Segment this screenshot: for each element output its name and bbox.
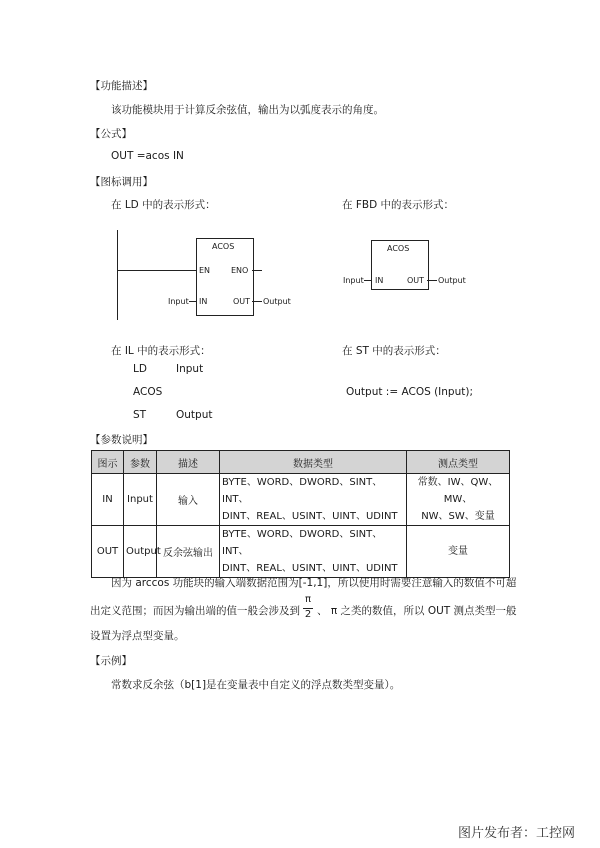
ld-en-pin: EN (199, 266, 211, 275)
fbd-input-label: Input (343, 276, 364, 285)
ld-block-title: ACOS (212, 242, 235, 251)
table-header-row (92, 451, 510, 474)
il-arg-1: Input (176, 363, 204, 375)
types-line: BYTE、WORD、DWORD、SINT、INT、 (222, 529, 383, 557)
ld-out-pin: OUT (233, 297, 251, 306)
example-heading: 【示例】 (90, 655, 132, 667)
types-line: BYTE、WORD、DWORD、SINT、INT、 (222, 477, 383, 505)
note-line-2-post: 、 π 之类的数值，所以 OUT 测点类型一般 (317, 605, 517, 617)
fbd-out-pin: OUT (407, 276, 425, 285)
header-desc: 描述 (157, 451, 220, 474)
formula-heading: 【公式】 (90, 128, 132, 140)
fbd-out-wire (427, 280, 437, 281)
pi-denominator: 2 (304, 609, 312, 620)
cell-point: 变量 (407, 526, 510, 578)
function-text: 该功能模块用于计算反余弦值，输出为以弧度表示的角度。 (111, 104, 384, 116)
fbd-in-pin: IN (375, 276, 384, 285)
cell-param: Input (124, 474, 157, 526)
ld-label: 在 LD 中的表示形式： (111, 199, 216, 211)
fbd-label: 在 FBD 中的表示形式： (342, 199, 455, 211)
note-line-1: 因为 arccos 功能块的输入端数据范围为[-1,1]，所以使用时需要注意输入的数值不可超 (111, 577, 517, 589)
pi-numerator: π (304, 594, 312, 605)
param-heading: 【参数说明】 (90, 434, 153, 446)
fbd-output-label: Output (438, 276, 466, 285)
cell-types (220, 474, 407, 526)
fbd-in-wire (364, 280, 372, 281)
il-op-1: LD (133, 363, 147, 375)
header-icon: 图示 (92, 451, 124, 474)
icon-heading: 【图标调用】 (90, 176, 153, 188)
point-line: 常数、IW、QW、MW、 (417, 477, 499, 505)
ld-in-wire (189, 301, 197, 302)
cell-point (407, 474, 510, 526)
header-point: 测点类型 (407, 451, 510, 474)
ld-out-wire (252, 301, 262, 302)
table-row (92, 526, 510, 578)
ld-input-label: Input (168, 297, 189, 306)
ld-output-label: Output (263, 297, 291, 306)
example-text: 常数求反余弦（b[1]是在变量表中自定义的浮点数类型变量）。 (111, 679, 401, 691)
ld-eno-pin: ENO (231, 266, 249, 275)
note-line-2-pre: 出定义范围；而因为输出端的值一般会涉及到 (90, 605, 300, 617)
types-line: DINT、REAL、USINT、UINT、UDINT (222, 511, 398, 522)
cell-types (220, 526, 407, 578)
ld-in-pin: IN (199, 297, 208, 306)
st-code: Output := ACOS (Input); (346, 386, 473, 398)
il-op-3: ST (133, 409, 147, 421)
formula-text: OUT =acos IN (111, 150, 184, 162)
function-heading: 【功能描述】 (90, 80, 153, 92)
st-label: 在 ST 中的表示形式： (342, 345, 446, 357)
il-label: 在 IL 中的表示形式： (111, 345, 211, 357)
note-line-3: 设置为浮点型变量。 (90, 630, 185, 642)
cell-icon: IN (92, 474, 124, 526)
cell-icon: OUT (92, 526, 124, 578)
ld-eno-wire (252, 270, 262, 271)
header-types: 数据类型 (220, 451, 407, 474)
types-line: DINT、REAL、USINT、UINT、UDINT (222, 563, 398, 574)
publisher-credit: 图片发布者：工控网 (458, 826, 576, 841)
ld-power-rail (117, 230, 118, 320)
point-line: NW、SW、变量 (421, 511, 495, 522)
il-op-2: ACOS (133, 386, 163, 398)
fbd-block-title: ACOS (387, 244, 410, 253)
cell-desc: 反余弦输出 (157, 526, 220, 578)
cell-param: Output (124, 526, 157, 578)
table-row (92, 474, 510, 526)
header-param: 参数 (124, 451, 157, 474)
cell-desc: 输入 (157, 474, 220, 526)
ld-en-wire (117, 270, 197, 271)
param-table (91, 450, 510, 578)
il-arg-3: Output (176, 409, 213, 421)
